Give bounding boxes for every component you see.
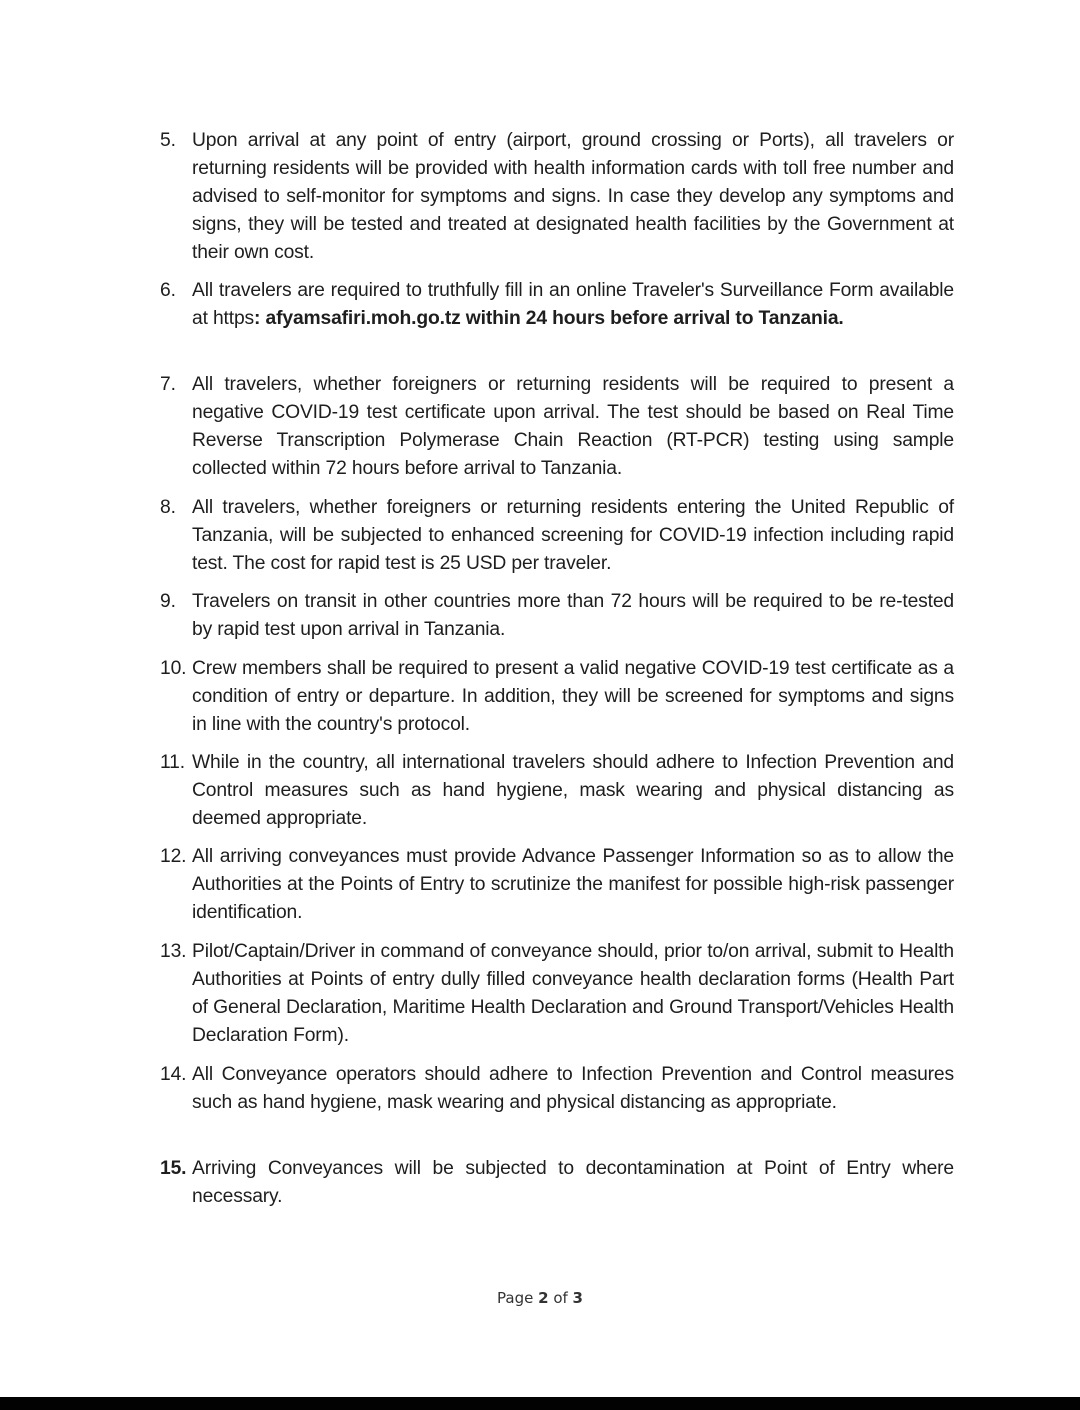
item-number: 15. (160, 1158, 187, 1179)
page-label: Page (497, 1289, 539, 1307)
item-text-regular: All travelers are required to truthfully fill in an online Traveler's Surveillance Form available at https (192, 280, 954, 329)
item-text: Travelers on transit in other countries more than 72 hours will be required to be re-tested by rapid test upon arrival in Tanzania. (192, 591, 954, 640)
item-number: 14. (160, 1064, 187, 1085)
surveillance-form-url: : afyamsafiri.moh.go.tz within 24 hours before arrival to Tanzania. (254, 308, 844, 329)
list-item-13 (160, 938, 954, 1050)
list-item-12 (160, 843, 954, 927)
list-item-6 (160, 277, 954, 333)
list-item-9 (160, 588, 954, 644)
item-text: All travelers, whether foreigners or returning residents will be required to present a negative COVID-19 test certificate upon arrival. The test should be based on Real Time Reverse Transcription Polymerase Chain Reaction (RT-PCR) testing using sample collected within 72 hours before arrival to Tanzania. (192, 374, 954, 479)
bottom-system-bar (0, 1397, 1080, 1410)
page-of-label: of (548, 1289, 573, 1307)
list-item-7 (160, 371, 954, 483)
list-item-15 (160, 1155, 954, 1211)
item-text: All Conveyance operators should adhere to Infection Prevention and Control measures such as hand hygiene, mask wearing and physical distancing as appropriate. (192, 1064, 954, 1113)
item-text: All arriving conveyances must provide Advance Passenger Information so as to allow the Authorities at the Points of Entry to scrutinize the manifest for possible high-risk passenger identification. (192, 846, 954, 923)
item-number: 9. (160, 591, 176, 612)
page-number-footer (0, 1289, 1080, 1307)
list-item-10 (160, 655, 954, 739)
item-number: 12. (160, 846, 187, 867)
item-text: Crew members shall be required to present a valid negative COVID-19 test certificate as a condition of entry or departure. In addition, they will be screened for symptoms and signs in line with the country's protocol. (192, 658, 954, 735)
list-item-8 (160, 494, 954, 578)
current-page: 2 (538, 1289, 549, 1307)
list-item-11 (160, 749, 954, 833)
item-number: 6. (160, 280, 176, 301)
item-number: 13. (160, 941, 187, 962)
list-item-5 (160, 127, 954, 267)
list-item-14 (160, 1061, 954, 1117)
item-text: Arriving Conveyances will be subjected to decontamination at Point of Entry where necessary. (192, 1158, 954, 1207)
item-number: 11. (160, 752, 185, 773)
item-text: While in the country, all international travelers should adhere to Infection Prevention and Control measures such as hand hygiene, mask wearing and physical distancing as deemed appropriate. (192, 752, 954, 829)
item-number: 5. (160, 130, 176, 151)
item-number: 8. (160, 497, 176, 518)
item-text: Upon arrival at any point of entry (airport, ground crossing or Ports), all travelers or returning residents will be provided with health information cards with toll free number and advised to self-monitor for symptoms and signs. In case they develop any symptoms and signs, they will be tested and treated at designated health facilities by the Government at their own cost. (192, 130, 954, 263)
item-text (192, 277, 954, 333)
item-number: 7. (160, 374, 176, 395)
item-number: 10. (160, 658, 187, 679)
total-pages: 3 (572, 1289, 583, 1307)
item-text: Pilot/Captain/Driver in command of conveyance should, prior to/on arrival, submit to Health Authorities at Points of entry dully filled conveyance health declaration forms (Health Part of General Declaration, Maritime Health Declaration and Ground Transport/Vehicles Health Declaration Form). (192, 941, 954, 1046)
item-text: All travelers, whether foreigners or returning residents entering the United Republic of Tanzania, will be subjected to enhanced screening for COVID-19 infection including rapid test. The cost for rapid test is 25 USD per traveler. (192, 497, 954, 574)
